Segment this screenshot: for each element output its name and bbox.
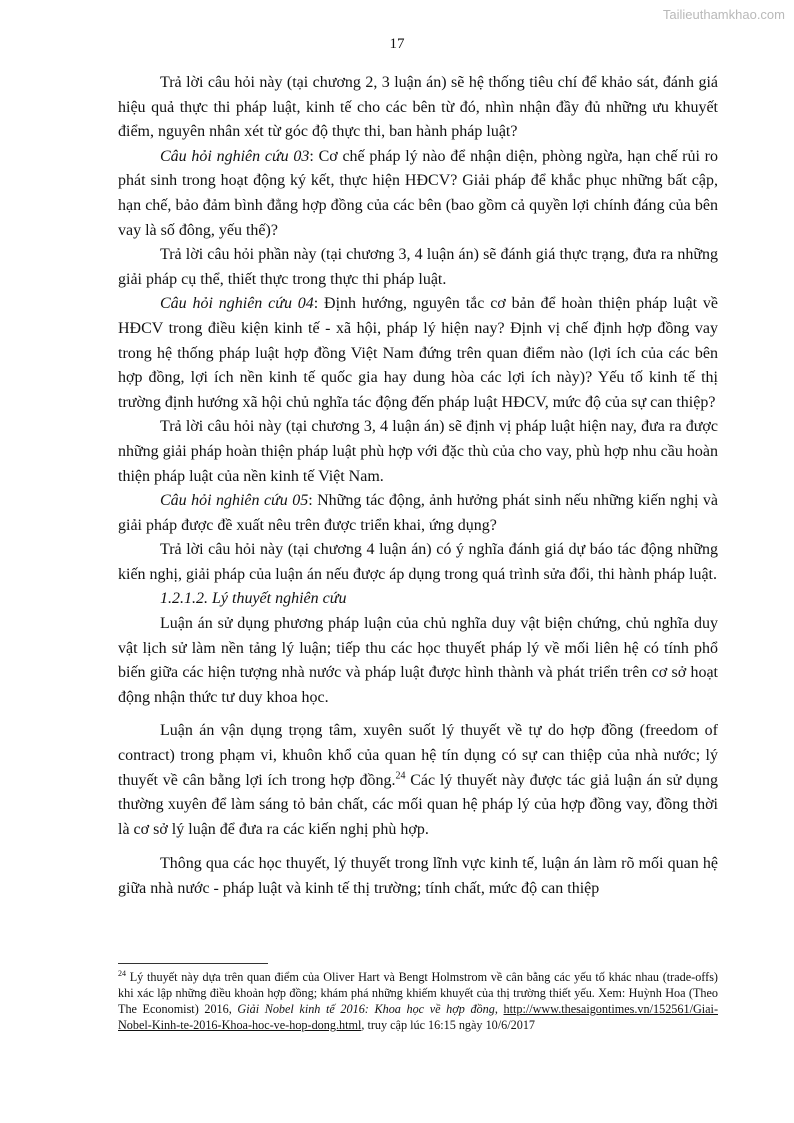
footnote-title: Giải Nobel kinh tế 2016: Khoa học về hợp đồng	[237, 1002, 495, 1016]
watermark: Tailieuthamkhao.com	[662, 7, 785, 22]
paragraph: Luận án vận dụng trọng tâm, xuyên suốt lý thuyết về tự do hợp đồng (freedom of contract) trong phạm vi, khuôn khổ của quan hệ tín dụng có sự can thiệp của nhà nước; lý thuyết về cân bằng lợi ích trong hợp đồng.$^{24}$ Các lý thuyết này được tác giả luận án sử dụng thường xuyên để làm sáng tỏ bản chất, các mối quan hệ pháp lý của hợp đồng vay, đồng thời là cơ sở lý luận để đưa ra các kiến nghị phù hợp.	[118, 722, 719, 838]
page-number: 17	[389, 36, 405, 52]
section-heading: 1.2.1.2. Lý thuyết nghiên cứu	[160, 590, 347, 608]
paragraph: Câu hỏi nghiên cứu 03: Cơ chế pháp lý nào để nhận diện, phòng ngừa, hạn chế rủi ro phát sinh trong hoạt động ký kết, thực hiện HĐCV? Giải pháp để khắc phục những bất cập, hạn chế, bảo đảm bình đẳng hợp đồng của các bên (bao gồm cả quyền lợi chính đáng của bên vay là số đông, yếu thế)?	[118, 147, 719, 239]
research-question-label: Câu hỏi nghiên cứu 05	[160, 492, 309, 510]
footnote-reference[interactable]: 24	[395, 770, 406, 782]
footnote-link[interactable]: http://www.thesaigontimes.vn/152561/Giai-Nobel-Kinh-te-2016-Khoa-hoc-ve-hop-dong.html	[118, 1002, 719, 1032]
paragraph: Câu hỏi nghiên cứu 04: Định hướng, nguyên tắc cơ bản để hoàn thiện pháp luật về HĐCV trong điều kiện kinh tế - xã hội, pháp lý hiện nay? Định vị chế định hợp đồng vay trong hệ thống pháp luật hợp đồng Việt Nam đứng trên quan điểm nào (lợi ích của các bên hợp đồng, lợi ích nền kinh tế quốc gia hay dung hòa các lợi ích này)? Yếu tố kinh tế thị trường định hướng xã hội chủ nghĩa tác động đến pháp luật HĐCV, mức độ của sự can thiệp?	[118, 295, 718, 411]
paragraph: Trả lời câu hỏi này (tại chương 4 luận án) có ý nghĩa đánh giá dự báo tác động những kiến nghị, giải pháp của luận án nếu được áp dụng trong quá trình sửa đổi, thi hành pháp luật.	[118, 541, 718, 583]
footnote-number: 24	[118, 968, 126, 978]
footnote-separator	[118, 963, 268, 964]
paragraph: Trả lời câu hỏi này (tại chương 3, 4 luận án) sẽ định vị pháp luật hiện nay, đưa ra được những giải pháp hoàn thiện pháp luật phù hợp với đặc thù của cho vay, phù hợp nhu cầu hoàn thiện pháp luật của nền kinh tế Việt Nam.	[118, 418, 718, 485]
research-question-label: Câu hỏi nghiên cứu 04	[160, 295, 314, 313]
paragraph: Luận án sử dụng phương pháp luận của chủ nghĩa duy vật biện chứng, chủ nghĩa duy vật lịch sử làm nền tảng lý luận; tiếp thu các học thuyết pháp lý về mối liên hệ có tính phổ biến giữa các hiện tượng nhà nước và pháp luật được hình thành và phát triển trên cơ sở hoạt động nhận thức tư duy khoa học.	[118, 615, 718, 706]
paragraph: Câu hỏi nghiên cứu 05: Những tác động, ảnh hưởng phát sinh nếu những kiến nghị và giải pháp được đề xuất nêu trên được triển khai, ứng dụng?	[118, 492, 719, 534]
paragraph: Trả lời câu hỏi này (tại chương 2, 3 luận án) sẽ hệ thống tiêu chí để khảo sát, đánh giá hiệu quả thực thi pháp luật, kinh tế cho các bên từ đó, nhìn nhận đầy đủ những ưu khuyết điểm, nguyên nhân xét từ góc độ thực thi, ban hành pháp luật?	[118, 74, 718, 141]
body-text	[118, 71, 718, 902]
research-question-label: Câu hỏi nghiên cứu 03	[160, 147, 310, 165]
paragraph: Trả lời câu hỏi phần này (tại chương 3, 4 luận án) sẽ đánh giá thực trạng, đưa ra những giải pháp cụ thể, thiết thực trong thực thi pháp luật.	[118, 246, 718, 288]
paragraph: Thông qua các học thuyết, lý thuyết trong lĩnh vực kinh tế, luận án làm rõ mối quan hệ giữa nhà nước - pháp luật và kinh tế thị trường; tính chất, mức độ can thiệp	[118, 855, 718, 897]
footnote: $^{24}$ Lý thuyết này dựa trên quan điểm của Oliver Hart và Bengt Holmstrom về cân bằng các yếu tố khác nhau (trade-offs) khi xác lập những điều khoản hợp đồng; khám phá những khiếm khuyết của thị trường thiết yếu. Xem: Huỳnh Hoa (Theo The Economist) 2016, Giải Nobel kinh tế 2016: Khoa học về hợp đồng, http://www.thesaigontimes.vn/152561/Giai-Nobel-Kinh-te-2016-Khoa-hoc-ve-hop-dong.html, truy cập lúc 16:15 ngày 10/6/2017	[118, 968, 719, 1032]
